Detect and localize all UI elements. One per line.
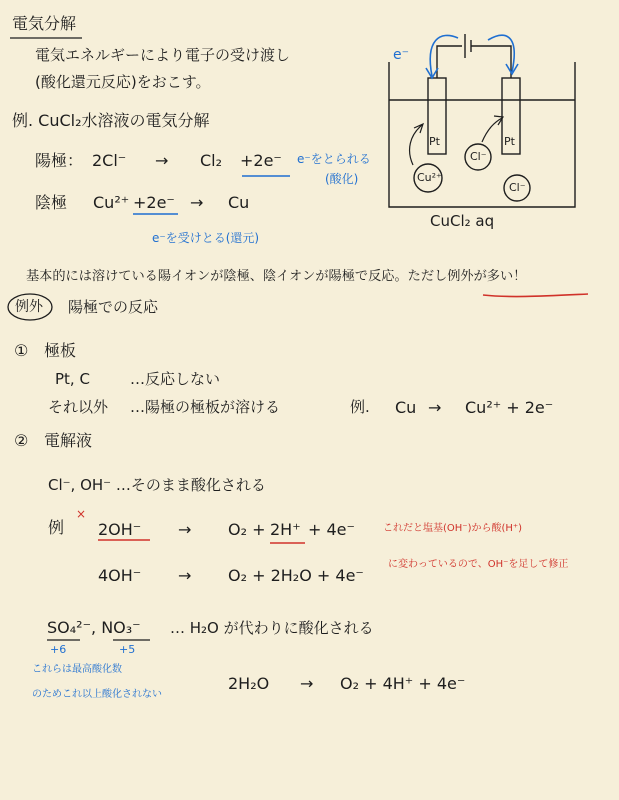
correction-note-line-1: これだと塩基(OH⁻)から酸(H⁺)	[383, 523, 523, 534]
exception-badge: 例外	[15, 299, 43, 315]
anode-note-1: e⁻をとられる	[297, 152, 371, 166]
exception-title: 陽極での反応	[68, 298, 159, 316]
wire-right	[471, 46, 511, 78]
section1-example-label: 例.	[350, 398, 370, 416]
section1-example-rhs: Cu²⁺ + 2e⁻	[465, 398, 554, 417]
section1-row2-left: それ以外	[48, 398, 109, 416]
eq1-arrow: →	[178, 520, 192, 539]
eq2-arrow: →	[178, 566, 192, 585]
section2-ions-line: Cl⁻, OH⁻ …そのまま酸化される	[48, 476, 266, 494]
electron-arrow-right	[488, 35, 514, 72]
anode-note-2: (酸化)	[325, 172, 359, 186]
section1-number: ①	[14, 341, 29, 360]
electron-flow-arrows	[426, 35, 518, 78]
diagram-electrode-left-label: Pt	[429, 135, 440, 148]
intro-line-1: 電気エネルギーにより電子の受け渡し	[35, 46, 291, 64]
cathode-ion: Cu²⁺	[93, 193, 130, 212]
section1-example-lhs: Cu	[395, 398, 417, 417]
ox-number-n: +5	[119, 643, 136, 656]
cathode-product: Cu	[228, 193, 250, 212]
example-heading: 例. CuCl₂水溶液の電気分解	[12, 111, 210, 130]
ion-arrow-to-anode	[482, 118, 502, 142]
diagram-caption: CuCl₂ aq	[430, 212, 495, 230]
ion-movement-arrows	[410, 116, 503, 165]
section1-example-arrow: →	[428, 398, 442, 417]
sulfate-line-text: … H₂O が代わりに酸化される	[170, 619, 374, 637]
eq1-rhs-a: O₂ +	[228, 520, 266, 539]
section1-row2-right: …陽極の極板が溶ける	[130, 398, 281, 416]
eq1-rhs-b: 2H⁺	[270, 520, 301, 539]
principle-text-underlined: 例外が多い	[447, 269, 514, 284]
diagram-electrode-right-label: Pt	[504, 135, 515, 148]
section2-example-label: 例	[48, 518, 65, 537]
eq1-lhs: 2OH⁻	[98, 520, 142, 539]
section1-row1-right: …反応しない	[130, 370, 221, 388]
anode-label: 陽極：	[35, 151, 84, 170]
cathode-arrow: →	[190, 193, 204, 212]
anode-lhs: 2Cl⁻	[92, 151, 127, 170]
anode-rhs-main: Cl₂	[200, 151, 223, 170]
principle-text-after: ！	[513, 269, 527, 284]
cross-mark: ×	[76, 507, 87, 521]
intro-line-2: (酸化還元反応)をおこす。	[35, 73, 211, 91]
section1-title: 極板	[44, 341, 77, 360]
wire-left	[437, 46, 462, 78]
diagram-electron-label: e⁻	[393, 47, 410, 63]
diagram-ion-cl-lower: Cl⁻	[509, 181, 526, 194]
section2-title: 電解液	[44, 431, 93, 450]
principle-text	[26, 270, 526, 283]
electron-arrow-left	[430, 35, 458, 76]
cathode-electrons: +2e⁻	[133, 193, 175, 212]
anode-rhs-electrons: +2e⁻	[240, 151, 282, 170]
correction-note-line-2: に変わっているので、OH⁻を足して修正	[388, 559, 569, 570]
principle-text-before: 基本的には溶けている陽イオンが陰極、陰イオンが陽極で反応。ただし	[26, 269, 448, 284]
blue-note-line-2: のためこれ以上酸化されない	[32, 689, 162, 700]
page-title: 電気分解	[12, 14, 77, 33]
cathode-note: e⁻を受けとる(還元)	[152, 231, 260, 245]
sulfate-line-ions: SO₄²⁻, NO₃⁻	[47, 618, 141, 637]
diagram-ion-cl-upper: Cl⁻	[470, 150, 487, 163]
ox-number-s: +6	[50, 643, 67, 656]
diagram-ion-cu: Cu²⁺	[417, 171, 442, 184]
cathode-label: 陰極	[35, 193, 68, 212]
eq1-rhs-c: + 4e⁻	[308, 520, 355, 539]
anode-arrow: →	[155, 151, 169, 170]
blue-note-line-1: これらは最高酸化数	[32, 664, 122, 675]
section2-number: ②	[14, 431, 29, 450]
eq2-lhs: 4OH⁻	[98, 566, 142, 585]
beaker	[389, 62, 575, 207]
eq2-rhs: O₂ + 2H₂O + 4e⁻	[228, 566, 364, 585]
eq3-rhs: O₂ + 4H⁺ + 4e⁻	[340, 674, 466, 693]
eq3-lhs: 2H₂O	[228, 674, 270, 693]
section1-row1-left: Pt, C	[55, 370, 90, 388]
eq3-arrow: →	[300, 674, 314, 693]
exception-red-underline	[483, 294, 588, 297]
